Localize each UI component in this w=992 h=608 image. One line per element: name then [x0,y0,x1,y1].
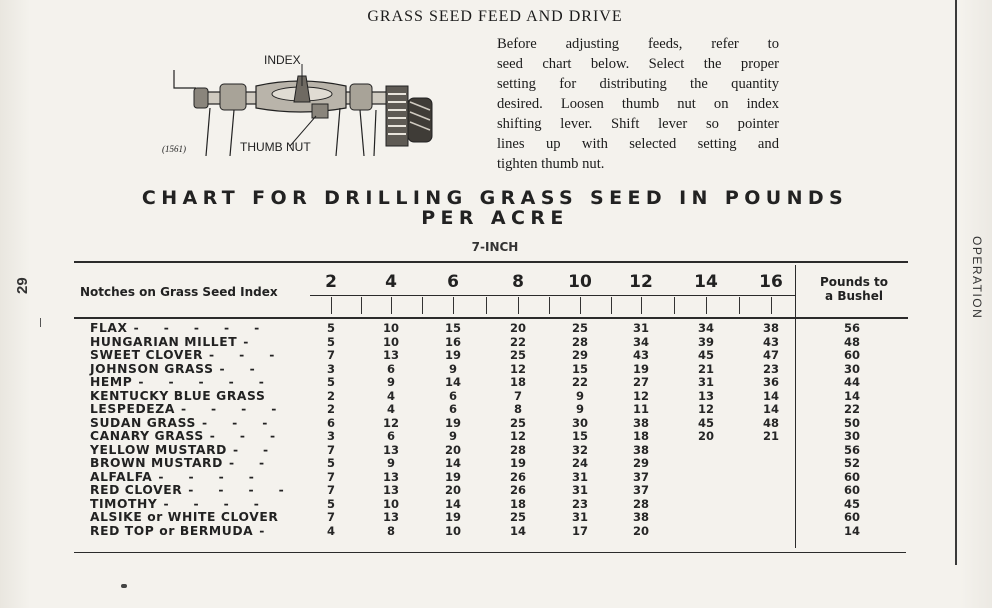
notch-scale-tick [331,297,332,314]
rate-cell: 20 [444,483,461,497]
notch-scale-tick [361,297,362,314]
rate-cell: 29 [571,348,588,362]
rate-cell: 6 [386,429,395,443]
rate-cell: 28 [509,442,526,457]
rate-cell: 34 [632,334,649,349]
rate-cell: 13 [382,442,399,457]
rate-cell: 18 [632,429,649,443]
rate-cell: 7 [326,510,335,524]
rate-cell: 38 [762,321,779,335]
seed-label: RED TOP or BERMUDA [90,523,254,538]
bushel-weight-cell: 45 [843,496,860,511]
seed-name [90,498,300,512]
instruction-line: shifting lever. Shift lever so pointer [497,116,779,132]
rate-cell: 18 [509,496,526,511]
table-row [0,457,992,471]
rate-cell: 31 [632,321,649,335]
instruction-line: tighten thumb nut. [497,156,605,172]
rate-cell: 23 [762,361,779,376]
notch-header-4: 4 [385,272,397,292]
chart-title-line-1: CHART FOR DRILLING GRASS SEED IN POUNDS [141,187,849,209]
notch-scale-tick [391,297,392,314]
rate-cell: 39 [697,334,714,349]
rate-cell: 38 [632,442,649,457]
rate-cell: 20 [444,442,461,457]
bushel-column-header [800,275,908,303]
rate-cell: 9 [448,429,457,443]
seed-label: HUNGARIAN MILLET [90,334,238,349]
seed-label: ALSIKE or WHITE CLOVER [90,510,279,524]
rate-cell: 22 [571,375,588,389]
seed-label: JOHNSON GRASS [90,361,214,376]
header-bottom-rule [74,317,908,319]
instruction-line: seed chart below. Select the proper [497,56,779,72]
instruction-line: desired. Loosen thumb nut on index [497,96,779,112]
instructions-paragraph [497,34,779,174]
rate-cell: 24 [571,456,588,470]
seed-label: BROWN MUSTARD [90,456,223,470]
rate-cell: 48 [762,415,779,430]
rate-cell: 14 [509,523,526,538]
rate-cell: 4 [386,402,395,416]
notch-scale-tick [453,297,454,314]
instruction-line: Before adjusting feeds, refer to [497,36,779,52]
leader-dashes: - - - [201,415,268,430]
rate-cell: 18 [509,375,526,389]
bushel-header-line-2: a Bushel [825,289,883,303]
rate-cell: 13 [382,348,399,362]
rate-cell: 30 [571,415,588,430]
seed-name [90,471,300,485]
seed-name [90,430,300,444]
notch-scale-tick [674,297,675,314]
table-row [0,403,992,417]
seed-label: SWEET CLOVER [90,348,204,362]
rate-cell: 26 [509,469,526,484]
rate-cell: 14 [444,456,461,470]
rate-cell: 5 [326,375,335,389]
rate-cell: 4 [386,388,395,403]
rate-cell: 20 [509,321,526,335]
table-row [0,376,992,390]
table-row [0,471,992,485]
rate-cell: 37 [632,469,649,484]
rate-cell: 7 [326,442,335,457]
rate-cell: 3 [326,361,335,376]
rate-cell: 5 [326,334,335,349]
rate-cell: 21 [697,361,714,376]
table-top-rule [74,261,908,263]
rate-cell: 5 [326,496,335,511]
table-row [0,498,992,512]
figure-number: (1561) [162,144,186,154]
seed-name [90,525,300,539]
rate-cell: 14 [444,496,461,511]
rate-cell: 9 [386,375,395,389]
rate-cell: 43 [632,348,649,362]
seed-label: CANARY GRASS [90,429,204,443]
rate-cell: 21 [762,429,779,443]
bushel-weight-cell: 44 [843,375,860,389]
notch-scale-tick [518,297,519,314]
rate-cell: 37 [632,483,649,497]
notch-scale-tick [641,297,642,314]
rate-cell: 14 [762,388,779,403]
bushel-weight-cell: 52 [843,456,860,470]
rate-cell: 27 [632,375,649,389]
notch-scale-tick [739,297,740,314]
rate-cell: 23 [571,496,588,511]
table-bottom-rule [74,552,906,553]
leader-dashes: - - [219,361,256,376]
notch-header-8: 8 [512,272,524,292]
rate-cell: 29 [632,456,649,470]
rate-cell: 22 [509,334,526,349]
rate-cell: 28 [571,334,588,349]
leader-dashes: - - - - [180,402,277,416]
rate-cell: 19 [444,469,461,484]
rate-cell: 2 [326,402,335,416]
thumb-nut-callout: THUMB NUT [240,140,311,154]
rate-cell: 43 [762,334,779,349]
seed-name [90,444,300,458]
bushel-weight-cell: 14 [843,523,860,538]
rate-cell: 9 [448,361,457,376]
rate-cell: 13 [382,510,399,524]
table-row [0,511,992,525]
notch-header-10: 10 [568,272,592,292]
seed-label: SUDAN GRASS [90,415,196,430]
rate-cell: 13 [382,469,399,484]
rate-cell: 45 [697,415,714,430]
rate-cell: 36 [762,375,779,389]
seed-label: HEMP [90,375,133,389]
rate-cell: 31 [697,375,714,389]
notch-header-14: 14 [694,272,718,292]
rate-cell: 6 [386,361,395,376]
rate-cell: 4 [326,523,335,538]
rate-cell: 19 [444,348,461,362]
notch-scale-tick [580,297,581,314]
notch-scale-tick [486,297,487,314]
rate-cell: 15 [571,429,588,443]
rate-cell: 31 [571,483,588,497]
rate-cell: 12 [697,402,714,416]
rate-cell: 5 [326,456,335,470]
table-row [0,349,992,363]
rate-cell: 25 [571,321,588,335]
seed-label: RED CLOVER [90,483,183,497]
notch-header-12: 12 [629,272,653,292]
chart-title [110,188,880,228]
rate-cell: 31 [571,510,588,524]
table-row [0,430,992,444]
rate-cell: 17 [571,523,588,538]
rate-cell: 15 [444,321,461,335]
rate-cell: 13 [382,483,399,497]
seed-name [90,390,300,404]
notch-scale-tick [549,297,550,314]
rate-cell: 9 [575,402,584,416]
table-row [0,525,992,539]
seed-label: YELLOW MUSTARD [90,442,227,457]
seed-label: KENTUCKY BLUE GRASS [90,388,266,403]
leader-dashes: - - - - [188,483,285,497]
table-row [0,444,992,458]
chart-subtitle: 7-INCH [471,240,519,254]
print-speck [121,584,127,588]
notch-scale-rule [310,295,796,296]
bushel-weight-cell: 60 [843,348,860,362]
rate-cell: 26 [509,483,526,497]
leader-dashes: - - - - - [138,375,265,389]
instruction-line: setting for distributing the quantity [497,76,779,92]
bushel-weight-cell: 30 [843,429,860,443]
chart-title-line-2: PER ACRE [421,207,569,229]
rate-cell: 6 [326,415,335,430]
rate-cell: 14 [444,375,461,389]
rate-cell: 31 [571,469,588,484]
notch-scale-tick [771,297,772,314]
rate-cell: 45 [697,348,714,362]
bushel-weight-cell: 56 [843,321,860,335]
seed-name [90,322,300,336]
index-callout: INDEX [264,53,301,67]
rate-cell: 7 [326,483,335,497]
section-title: GRASS SEED FEED AND DRIVE [367,8,623,25]
seed-name [90,457,300,471]
rate-cell: 19 [509,456,526,470]
rate-cell: 10 [444,523,461,538]
leader-dashes: - - - [209,429,276,443]
notch-header-2: 2 [325,272,337,292]
notch-scale-tick [706,297,707,314]
rate-cell: 10 [382,496,399,511]
rate-cell: 14 [762,402,779,416]
bushel-weight-cell: 30 [843,361,860,376]
bushel-weight-cell: 50 [843,415,860,430]
rate-cell: 6 [448,402,457,416]
bushel-weight-cell: 56 [843,442,860,457]
seed-drive-illustration [160,50,450,160]
rate-cell: 13 [697,388,714,403]
seed-name [90,403,300,417]
seed-name [90,484,300,498]
rate-cell: 12 [382,415,399,430]
rate-cell: 7 [326,469,335,484]
page-number: 29 [14,277,31,294]
seed-label: ALFALFA [90,469,153,484]
rate-cell: 9 [575,388,584,403]
rate-cell: 8 [386,523,395,538]
rate-cell: 6 [448,388,457,403]
bushel-weight-cell: 60 [843,510,860,524]
seed-label: TIMOTHY [90,496,158,511]
rate-cell: 8 [513,402,522,416]
table-row [0,363,992,377]
rate-cell: 20 [632,523,649,538]
bushel-weight-cell: 14 [843,388,860,403]
rate-cell: 16 [444,334,461,349]
rate-cell: 5 [326,321,335,335]
rate-cell: 7 [326,348,335,362]
table-row [0,322,992,336]
leader-dashes: - [259,523,265,538]
bushel-weight-cell: 60 [843,469,860,484]
seed-name [90,363,300,377]
leader-dashes: - - - [209,348,275,362]
rate-cell: 25 [509,348,526,362]
seed-name [90,376,300,390]
seed-label: FLAX [90,321,128,335]
bushel-weight-cell: 48 [843,334,860,349]
rate-cell: 32 [571,442,588,457]
rate-cell: 47 [762,348,779,362]
instruction-line: lines up with selected setting and [497,136,779,152]
seed-label: LESPEDEZA [90,402,175,416]
rate-cell: 19 [444,510,461,524]
leader-dashes: - - - - - [133,321,260,335]
table-row [0,484,992,498]
section-side-label: OPERATION [970,236,984,320]
rate-cell: 7 [513,388,522,403]
rate-cell: 2 [326,388,335,403]
notches-row-header: Notches on Grass Seed Index [80,285,278,299]
rate-cell: 38 [632,510,649,524]
leader-dashes: - - - - [163,496,260,511]
notch-scale-tick [611,297,612,314]
rate-cell: 9 [386,456,395,470]
rate-cell: 38 [632,415,649,430]
rate-cell: 28 [632,496,649,511]
rate-cell: 3 [326,429,335,443]
leader-dashes: - - [232,442,269,457]
rate-cell: 20 [697,429,714,443]
bushel-weight-cell: 60 [843,483,860,497]
leader-dashes: - - [228,456,265,470]
seed-name [90,336,300,350]
rate-cell: 19 [632,361,649,376]
rate-cell: 19 [444,415,461,430]
notch-header-16: 16 [759,272,783,292]
rate-cell: 25 [509,510,526,524]
seed-name [90,511,300,525]
notch-header-6: 6 [447,272,459,292]
rate-cell: 10 [382,334,399,349]
rate-cell: 10 [382,321,399,335]
seed-name [90,349,300,363]
leader-dashes: - - - - [158,469,255,484]
rate-cell: 15 [571,361,588,376]
rate-cell: 11 [632,402,649,416]
table-row [0,417,992,431]
table-row [0,336,992,350]
bushel-header-line-1: Pounds to [819,275,888,289]
bushel-weight-cell: 22 [843,402,860,416]
rate-cell: 12 [509,429,526,443]
leader-dashes: - [243,334,249,349]
seed-name [90,417,300,431]
rate-cell: 12 [509,361,526,376]
table-row [0,390,992,404]
rate-cell: 25 [509,415,526,430]
rate-cell: 12 [632,388,649,403]
rate-cell: 34 [697,321,714,335]
notch-scale-tick [422,297,423,314]
